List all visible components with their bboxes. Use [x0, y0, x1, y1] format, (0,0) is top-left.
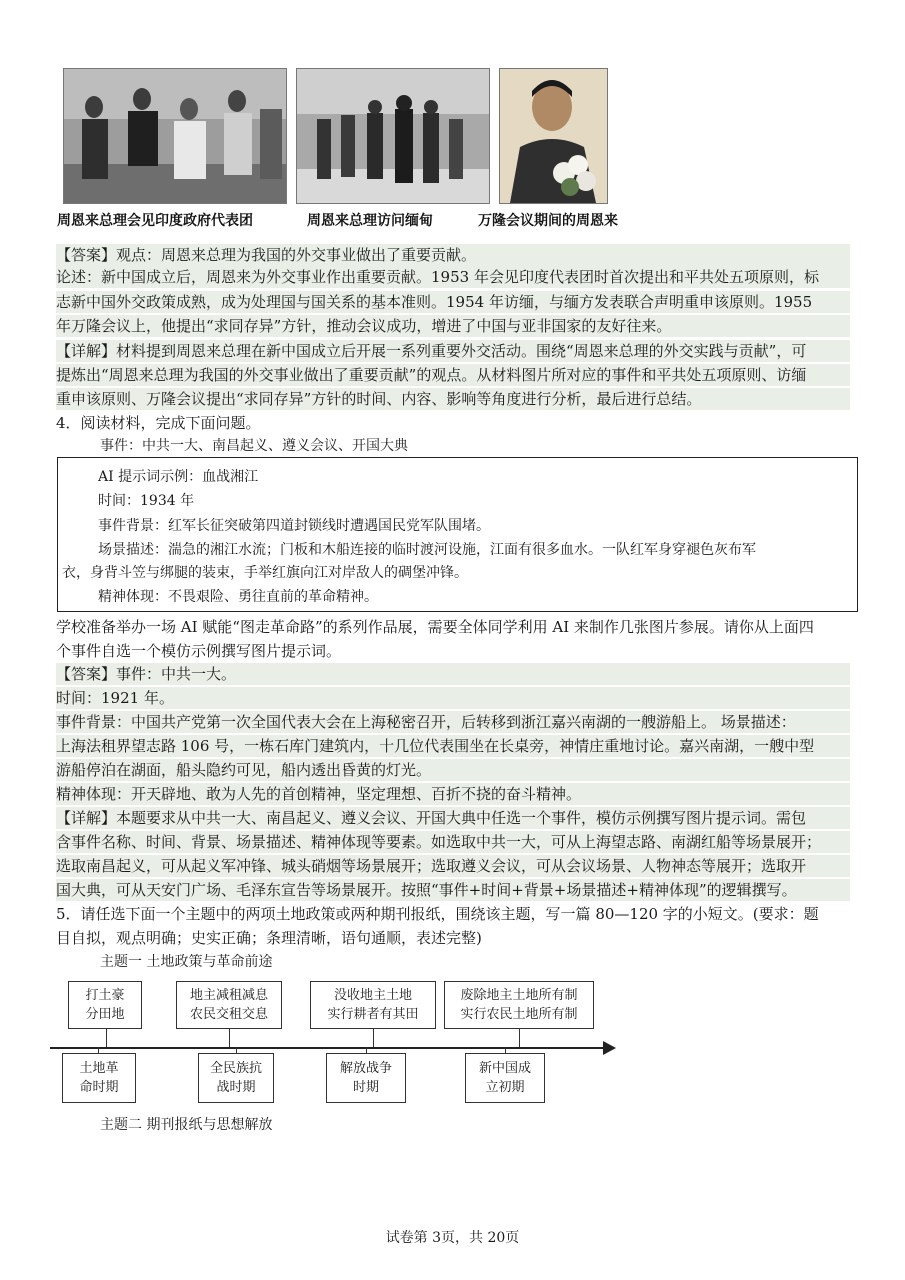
policy-box — [68, 981, 142, 1029]
q4-detail-line: 【详解】本题要求从中共一大、南昌起义、遵义会议、开国大典中任选一个事件，模仿示例撰写图片提示词。需包 — [56, 807, 850, 829]
policy-text: 打土豪 — [85, 988, 125, 1003]
q3-answer-line: 年万隆会议上，他提出“求同存异”方针，推动会议成功，增进了中国与亚非国家的友好往来。 — [56, 315, 850, 337]
period-text: 全民族抗 — [209, 1061, 262, 1076]
policy-text: 分田地 — [85, 1007, 125, 1022]
period-box — [62, 1053, 136, 1103]
q4-answer-line: 【答案】事件：中共一大。 — [56, 663, 850, 685]
q4-example-line: AI 提示词示例：血战湘江 — [98, 469, 259, 485]
period-text: 命时期 — [79, 1080, 119, 1095]
q4-answer-line: 事件背景：中国共产党第一次全国代表大会在上海秘密召开，后转移到浙江嘉兴南湖的一艘游船上。 场景描述： — [56, 711, 850, 733]
q3-detail-line: 提炼出“周恩来总理为我国的外交事业做出了重要贡献”的观点。从材料图片所对应的事件和平共处五项原则、访缅 — [56, 364, 850, 386]
policy-text: 地主减租减息 — [189, 988, 268, 1003]
period-text: 立初期 — [485, 1080, 525, 1095]
q4-events: 事件：中共一大、南昌起义、遵义会议、开国大典 — [100, 438, 408, 454]
theme-one-title: 主题一 土地政策与革命前途 — [100, 954, 273, 970]
q4-answer-line: 游船停泊在湖面，船头隐约可见，船内透出昏黄的灯光。 — [56, 759, 850, 781]
q4-answer-line: 时间：1921 年。 — [56, 687, 850, 709]
q4-example-line: 时间：1934 年 — [98, 493, 195, 509]
period-box — [465, 1053, 545, 1103]
q4-answer-line: 精神体现：开天辟地、敢为人先的首创精神，坚定理想、百折不挠的奋斗精神。 — [56, 783, 850, 805]
q4-answer-line: 上海法租界望志路 106 号，一栋石库门建筑内，十几位代表围坐在长桌旁，神情庄重地讨论。嘉兴南湖，一艘中型 — [56, 735, 850, 757]
timeline-arrowhead — [603, 1041, 616, 1055]
period-text: 时期 — [352, 1080, 379, 1095]
q3-detail-line: 【详解】材料提到周恩来总理在新中国成立后开展一系列重要外交活动。围绕“周恩来总理的外交实践与贡献”，可 — [56, 340, 850, 362]
q4-detail-line: 选取南昌起义，可从起义军冲锋、城头硝烟等场景展开；选取遵义会议，可从会议场景、人物神态等展开；选取开 — [56, 855, 850, 877]
q4-example-line: 事件背景：红军长征突破第四道封锁线时遭遇国民党军队围堵。 — [98, 518, 490, 534]
q4-example-line: 精神体现：不畏艰险、勇往直前的革命精神。 — [98, 589, 378, 605]
policy-text: 废除地主土地所有制 — [460, 988, 578, 1003]
period-text: 土地革 — [79, 1061, 119, 1076]
policy-text: 实行农民土地所有制 — [460, 1007, 578, 1022]
q5-stem-line: 5．请任选下面一个主题中的两项土地政策或两种期刊报纸，围绕该主题，写一篇 80—120 字的小短文。(要求：题 — [56, 905, 819, 923]
connector-line — [519, 1029, 520, 1047]
q4-detail-line: 国大典，可从天安门广场、毛泽东宣告等场景展开。按照“事件+时间+背景+场景描述+精神体现”的逻辑撰写。 — [56, 879, 850, 901]
q3-answer-line: 志新中国外交政策成熟，成为处理国与国关系的基本准则。1954 年访缅，与缅方发表联合声明重申该原则。1955 — [56, 291, 850, 313]
period-text: 解放战争 — [339, 1061, 392, 1076]
connector-line — [373, 1029, 374, 1047]
q4-question-line: 个事件自选一个模仿示例撰写图片提示词。 — [56, 642, 342, 660]
photo-bandung-conference — [499, 68, 608, 204]
period-text: 战时期 — [216, 1080, 256, 1095]
q3-answer-line: 【答案】观点：周恩来总理为我国的外交事业做出了重要贡献。 — [56, 244, 850, 266]
timeline-axis — [50, 1047, 605, 1049]
q3-answer-line: 论述：新中国成立后，周恩来为外交事业作出重要贡献。1953 年会见印度代表团时首次提出和平共处五项原则，标 — [56, 266, 850, 288]
policy-box — [444, 981, 594, 1029]
q4-question-line: 学校准备举办一场 AI 赋能“图走革命路”的系列作品展，需要全体同学利用 AI 来制作几张图片参展。请你从上面四 — [56, 618, 814, 636]
period-box — [198, 1053, 274, 1103]
period-box — [326, 1053, 406, 1103]
caption-bandung-conference: 万隆会议期间的周恩来 — [478, 213, 618, 229]
caption-burma-visit: 周恩来总理访问缅甸 — [307, 213, 433, 229]
q4-stem: 4．阅读材料，完成下面问题。 — [56, 414, 261, 432]
q5-stem-line: 目自拟，观点明确；史实正确；条理清晰，语句通顺，表述完整) — [56, 929, 482, 947]
caption-india-delegation: 周恩来总理会见印度政府代表团 — [57, 213, 253, 229]
theme-two-title: 主题二 期刊报纸与思想解放 — [100, 1117, 273, 1133]
q4-detail-line: 含事件名称、时间、背景、场景描述、精神体现等要素。如选取中共一大，可从上海望志路、南湖红船等场景展开； — [56, 831, 850, 853]
policy-text: 没收地主土地 — [333, 988, 412, 1003]
policy-text: 农民交租交息 — [189, 1007, 268, 1022]
page-footer: 试卷第 3页，共 20页 — [385, 1230, 520, 1246]
connector-line — [229, 1029, 230, 1047]
q3-detail-line: 重申该原则、万隆会议提出“求同存异”方针的时间、内容、影响等角度进行分析，最后进行总结。 — [56, 388, 850, 410]
policy-box — [310, 981, 436, 1029]
q4-example-line: 衣，身背斗笠与绑腿的装束，手举红旗向江对岸敌人的碉堡冲锋。 — [62, 565, 468, 581]
policy-box — [176, 981, 282, 1029]
period-text: 新中国成 — [478, 1061, 531, 1076]
photo-india-delegation — [63, 68, 287, 204]
q4-example-line: 场景描述：湍急的湘江水流；门板和木船连接的临时渡河设施，江面有很多血水。一队红军身穿褪色灰布军 — [98, 542, 756, 558]
photo-burma-visit — [296, 68, 490, 204]
connector-line — [106, 1029, 107, 1047]
policy-text: 实行耕者有其田 — [327, 1007, 419, 1022]
